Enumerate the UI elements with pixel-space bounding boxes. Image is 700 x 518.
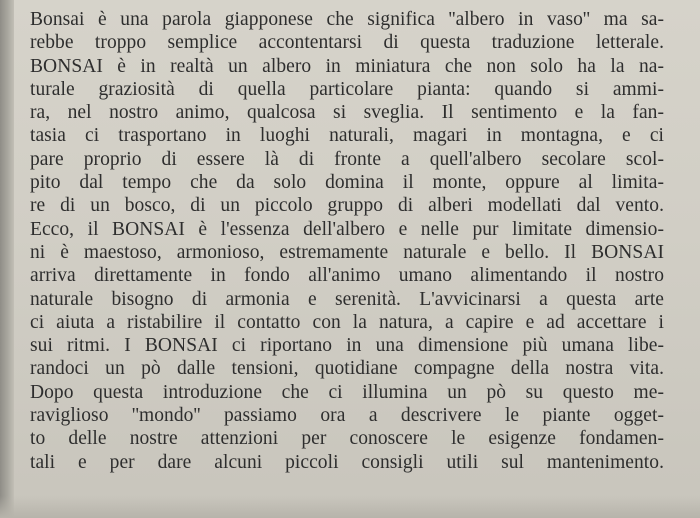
text-line: raviglioso ''mondo'' passiamo ora a descrivere le piante ogget- bbox=[30, 405, 664, 427]
text-line: ra, nel nostro animo, qualcosa si sveglia. Il sentimento e la fan- bbox=[30, 102, 664, 124]
text-line: pito dal tempo che da solo domina il monte, oppure al limita- bbox=[30, 172, 664, 194]
page-gutter-shadow bbox=[0, 0, 14, 518]
text-line: naturale bisogno di armonia e serenità. L'avvicinarsi a questa arte bbox=[30, 288, 664, 310]
text-line: tasia ci trasportano in luoghi naturali, magari in montagna, e ci bbox=[30, 125, 664, 147]
text-line: turale graziosità di quella particolare pianta: quando si ammi- bbox=[30, 78, 664, 100]
page-bottom-shadow bbox=[0, 496, 700, 518]
text-line: Bonsai è una parola giapponese che significa ''albero in vaso'' ma sa- bbox=[30, 9, 664, 30]
text-line: tali e per dare alcuni piccoli consigli utili sul mantenimento. bbox=[30, 451, 664, 473]
text-line: pare proprio di essere là di fronte a quell'albero secolare scol- bbox=[30, 148, 664, 170]
paragraph bbox=[30, 8, 664, 474]
text-line: ci aiuta a ristabilire il contatto con la natura, a capire e ad accettare i bbox=[30, 311, 664, 333]
text-line: rebbe troppo semplice accontentarsi di questa traduzione letterale. bbox=[30, 32, 664, 54]
text-line: re di un bosco, di un piccolo gruppo di alberi modellati dal vento. bbox=[30, 195, 664, 217]
text-line: BONSAI è in realtà un albero in miniatura che non solo ha la na- bbox=[30, 55, 664, 77]
text-line: randoci un pò dalle tensioni, quotidiane compagne della nostra vita. bbox=[30, 358, 664, 380]
text-line: Dopo questa introduzione che ci illumina un pò su questo me- bbox=[30, 381, 664, 403]
text-line: Ecco, il BONSAI è l'essenza dell'albero e nelle pur limitate dimensio- bbox=[30, 218, 664, 240]
text-line: to delle nostre attenzioni per conoscere le esigenze fondamen- bbox=[30, 428, 664, 450]
text-line: sui ritmi. I BONSAI ci riportano in una dimensione più umana libe- bbox=[30, 335, 664, 357]
text-line: ni è maestoso, armonioso, estremamente naturale e bello. Il BONSAI bbox=[30, 241, 664, 263]
text-line: arriva direttamente in fondo all'animo umano alimentando il nostro bbox=[30, 265, 664, 287]
